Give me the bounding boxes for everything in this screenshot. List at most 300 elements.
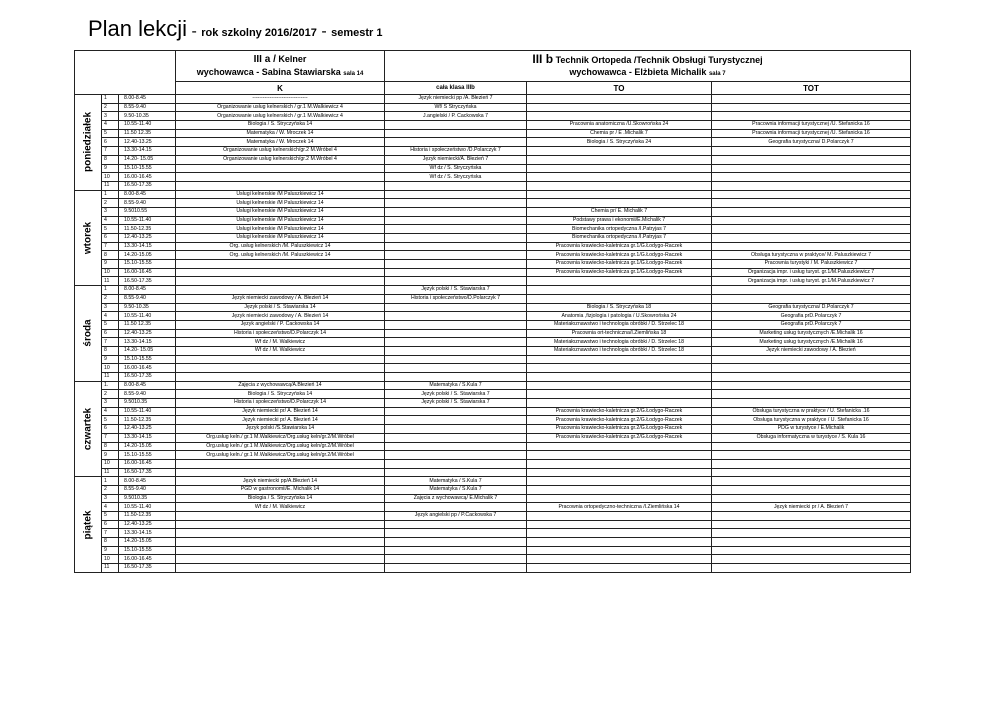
period-number: 9: [102, 164, 119, 173]
period-number: 2: [102, 485, 119, 494]
cell-whole-class: J.angielski / P. Cackowska 7: [385, 112, 527, 121]
cell-k: Język polski / S. Stawiarska 14: [176, 303, 385, 312]
period-time: 16.50-17.35: [119, 564, 176, 573]
cell-to: [527, 546, 712, 555]
cell-k: Język niemiecki pp/A.Błezień 14: [176, 477, 385, 486]
cell-tot: [712, 364, 911, 373]
cell-to: [527, 277, 712, 286]
cell-to: [527, 173, 712, 182]
period-number: 9: [102, 260, 119, 269]
cell-to: [527, 477, 712, 486]
lesson-row: [75, 242, 911, 251]
corner-cell: [75, 51, 176, 95]
cell-to: Pracownia krawiecko-kaletnicza gr.2/G.Łodygo-Raczek: [527, 433, 712, 442]
period-number: 11: [102, 181, 119, 190]
period-number: 8: [102, 442, 119, 451]
period-time: 8.00-8.45: [119, 477, 176, 486]
cell-k: Biologia / S. Stryczyńska 14: [176, 121, 385, 130]
cell-k: Historia i społeczeństwo/D.Polarczyk 14: [176, 329, 385, 338]
cell-to: [527, 294, 712, 303]
cell-k: Matematyka / W. Mroczek 14: [176, 129, 385, 138]
cell-tot: [712, 147, 911, 156]
lesson-row: [75, 260, 911, 269]
day-label: [75, 381, 102, 477]
cell-whole-class: [385, 199, 527, 208]
cell-tot: [712, 555, 911, 564]
cell-tot: Marketing usług turystycznych /E.Michalik 16: [712, 329, 911, 338]
cell-k: Język niemiecki pr/ A. Błezień 14: [176, 416, 385, 425]
cell-whole-class: Język niemiecki/A. Błezień 7: [385, 155, 527, 164]
period-time: 15.10-15.55: [119, 260, 176, 269]
period-number: 3: [102, 399, 119, 408]
period-number: 6: [102, 329, 119, 338]
cell-tot: [712, 529, 911, 538]
cell-k: [176, 355, 385, 364]
cell-tot: [712, 225, 911, 234]
lesson-row: [75, 216, 911, 225]
period-time: 16.50-17.35: [119, 373, 176, 382]
period-number: 9: [102, 355, 119, 364]
cell-whole-class: [385, 451, 527, 460]
lesson-row: [75, 251, 911, 260]
cell-k: PGD w gastronomii/E. Michalik 14: [176, 485, 385, 494]
lesson-row: [75, 268, 911, 277]
period-time: 13.30-14.15: [119, 529, 176, 538]
lesson-row: [75, 303, 911, 312]
cell-k: Organizowanie usług kelnerskich/gr.2 M.Wróbel 4: [176, 147, 385, 156]
period-time: 12.40-13.25: [119, 138, 176, 147]
period-number: 5: [102, 129, 119, 138]
period-time: 11.50-12.35: [119, 225, 176, 234]
cell-to: [527, 494, 712, 503]
title-separator: -: [321, 23, 327, 40]
cell-tot: [712, 459, 911, 468]
cell-to: Pracownia krawiecko-kaletnicza gr.2/G.Łodygo-Raczek: [527, 407, 712, 416]
cell-tot: [712, 564, 911, 573]
cell-whole-class: Historia i społeczeństwo/D.Polarczyk 7: [385, 294, 527, 303]
cell-tot: Geografia turystyczna/ D.Polarczyk 7: [712, 138, 911, 147]
period-time: 13.30-14.15: [119, 433, 176, 442]
lesson-row: [75, 95, 911, 104]
page-title: [88, 16, 382, 42]
period-time: 11.50-12.35: [119, 416, 176, 425]
cell-to: [527, 381, 712, 390]
cell-k: Język niemiecki zawodowy / A. Błezień 14: [176, 312, 385, 321]
period-number: 7: [102, 242, 119, 251]
cell-to: [527, 373, 712, 382]
cell-k: [176, 277, 385, 286]
cell-tot: Pracownia informacji turystycznej /U. Stefanicka 16: [712, 129, 911, 138]
cell-tot: [712, 207, 911, 216]
cell-whole-class: [385, 538, 527, 547]
cell-tot: [712, 399, 911, 408]
cell-tot: [712, 390, 911, 399]
day-label: [75, 95, 102, 191]
cell-to: Chemia pr/ E. Michalik 7: [527, 207, 712, 216]
period-number: 11: [102, 373, 119, 382]
cell-tot: [712, 485, 911, 494]
cell-k: Język polski /S.Stawiarska 14: [176, 425, 385, 434]
period-time: 9.50-10.35: [119, 303, 176, 312]
period-time: 8.00-8.45: [119, 95, 176, 104]
period-number: 10: [102, 555, 119, 564]
cell-k: [176, 538, 385, 547]
period-number: 7: [102, 529, 119, 538]
cell-tot: [712, 538, 911, 547]
day-name: wtorek: [82, 221, 94, 254]
cell-to: Pracownia krawiecko-kaletnicza gr.1/G.Łodygo-Raczek: [527, 242, 712, 251]
cell-whole-class: [385, 268, 527, 277]
cell-whole-class: [385, 242, 527, 251]
cell-to: [527, 147, 712, 156]
cell-to: Pracownia krawiecko-kaletnicza gr.2/G.Łodygo-Raczek: [527, 425, 712, 434]
cell-to: Materiałoznawstwo i technologia obróbki / D. Strzelec 18: [527, 338, 712, 347]
cell-k: Usługi kelnerskie /M Paluszkiewicz 14: [176, 216, 385, 225]
lesson-row: [75, 390, 911, 399]
period-time: 15.10-15.55: [119, 164, 176, 173]
cell-whole-class: [385, 355, 527, 364]
cell-to: Materiałoznawstwo i technologia obróbki / D. Strzelec 18: [527, 346, 712, 355]
period-time: 10.55-11.40: [119, 312, 176, 321]
period-time: 14.20- 15.05: [119, 155, 176, 164]
class-b-header: [385, 51, 911, 82]
cell-k: [176, 468, 385, 477]
cell-whole-class: [385, 216, 527, 225]
cell-tot: [712, 520, 911, 529]
cell-to: [527, 459, 712, 468]
cell-tot: [712, 190, 911, 199]
title-semester: semestr 1: [331, 27, 383, 39]
period-time: 8.55-9.40: [119, 294, 176, 303]
cell-tot: Geografia prD.Polarczyk 7: [712, 320, 911, 329]
period-time: 11.50 12.35: [119, 320, 176, 329]
cell-to: [527, 468, 712, 477]
title-year: rok szkolny 2016/2017: [201, 27, 317, 39]
lesson-row: [75, 286, 911, 295]
cell-to: [527, 112, 712, 121]
cell-k: Org.usług keln./ gr.1 M.Walkiewicz/Org.usług keln/gr.2/M.Wróbel: [176, 433, 385, 442]
period-number: 6: [102, 234, 119, 243]
cell-whole-class: [385, 121, 527, 130]
cell-to: Biologia / S. Stryczyńska 24: [527, 138, 712, 147]
period-time: 15.10-15.55: [119, 546, 176, 555]
period-number: 8: [102, 155, 119, 164]
cell-whole-class: [385, 364, 527, 373]
cell-whole-class: [385, 260, 527, 269]
period-time: 16.00-16.45: [119, 268, 176, 277]
period-number: 5: [102, 320, 119, 329]
lesson-row: [75, 190, 911, 199]
cell-tot: Pracownia turystyki / M. Paluszkiewicz 7: [712, 260, 911, 269]
cell-whole-class: [385, 329, 527, 338]
period-number: 8: [102, 346, 119, 355]
period-number: 7: [102, 433, 119, 442]
cell-to: [527, 190, 712, 199]
period-time: 16.50-17.35: [119, 181, 176, 190]
cell-tot: Język niemiecki zawodowy / A. Błezień: [712, 346, 911, 355]
cell-to: Pracownia krawiecko-kaletnicza gr.1/G.Łodygo-Raczek: [527, 251, 712, 260]
cell-tot: [712, 164, 911, 173]
cell-to: Pracownia krawiecko-kaletnicza gr.1/G.Łodygo-Raczek: [527, 260, 712, 269]
period-time: 13.30-14.15: [119, 242, 176, 251]
cell-to: [527, 529, 712, 538]
cell-to: Biomechanika ortopedyczna /I.Patryjas 7: [527, 225, 712, 234]
cell-tot: [712, 373, 911, 382]
lesson-row: [75, 373, 911, 382]
cell-whole-class: [385, 181, 527, 190]
cell-to: [527, 564, 712, 573]
cell-tot: Język niemiecki pr / A. Błezień 7: [712, 503, 911, 512]
period-time: 11.50 12.35: [119, 129, 176, 138]
cell-k: [176, 520, 385, 529]
period-time: 12.40-13.25: [119, 425, 176, 434]
cell-tot: [712, 512, 911, 521]
period-number: 6: [102, 425, 119, 434]
period-number: 9: [102, 546, 119, 555]
period-time: 9.50-10.35: [119, 112, 176, 121]
class-b-tutor: wychowawca - Elżbieta Michalik: [569, 66, 707, 77]
lesson-row: [75, 199, 911, 208]
period-number: 2: [102, 294, 119, 303]
cell-k: Usługi kelnerskie /M Paluszkiewicz 14: [176, 225, 385, 234]
period-number: 1: [102, 477, 119, 486]
cell-k: Organizowanie usług kelnerskich / gr.1 M.Walkiewicz 4: [176, 112, 385, 121]
day-name: środa: [82, 319, 94, 348]
cell-tot: [712, 355, 911, 364]
day-label: [75, 477, 102, 573]
period-time: 12.40-13.25: [119, 329, 176, 338]
period-time: 10.55-11.40: [119, 121, 176, 130]
lesson-row: [75, 355, 911, 364]
cell-k: Wf dz / M. Walkiewicz: [176, 346, 385, 355]
cell-tot: [712, 173, 911, 182]
cell-whole-class: Język polski / S. Stawiarska 7: [385, 390, 527, 399]
cell-whole-class: [385, 190, 527, 199]
lesson-row: [75, 129, 911, 138]
column-header-whole-class: cała klasa IIIb: [385, 82, 527, 95]
period-number: 1: [102, 190, 119, 199]
lesson-row: [75, 312, 911, 321]
cell-whole-class: [385, 546, 527, 555]
cell-whole-class: [385, 251, 527, 260]
lesson-row: [75, 468, 911, 477]
class-b-name: III b: [532, 51, 554, 66]
lesson-row: [75, 485, 911, 494]
period-time: 16.00-16.45: [119, 364, 176, 373]
period-number: 11: [102, 277, 119, 286]
cell-k: [176, 173, 385, 182]
cell-k: --------------------------------: [176, 95, 385, 104]
cell-to: Pracownia ort-techniczna/I.Ziemlińska 18: [527, 329, 712, 338]
cell-whole-class: [385, 416, 527, 425]
cell-to: [527, 512, 712, 521]
cell-to: [527, 538, 712, 547]
period-time: 14.20- 15.05: [119, 346, 176, 355]
cell-k: Historia i społeczeństwo/D.Polarczyk 14: [176, 399, 385, 408]
cell-k: Usługi kelnerskie /M Paluszkiewicz 14: [176, 207, 385, 216]
cell-k: [176, 181, 385, 190]
cell-whole-class: [385, 503, 527, 512]
lesson-row: [75, 451, 911, 460]
cell-tot: [712, 286, 911, 295]
cell-whole-class: [385, 520, 527, 529]
cell-k: Organizowanie usług kelnerskich / gr.1 M.Walkiewicz 4: [176, 103, 385, 112]
lesson-row: [75, 555, 911, 564]
cell-whole-class: [385, 529, 527, 538]
cell-k: [176, 268, 385, 277]
period-time: 9.5010.55: [119, 207, 176, 216]
period-number: 10: [102, 459, 119, 468]
cell-whole-class: Matematyka / S.Kula 7: [385, 381, 527, 390]
class-b-profile: Technik Ortopeda /Technik Obsługi Turystycznej: [555, 54, 763, 65]
cell-k: [176, 555, 385, 564]
cell-whole-class: Język niemiecki pp /A. Błezień 7: [385, 95, 527, 104]
cell-to: [527, 199, 712, 208]
day-name: poniedziałek: [82, 112, 94, 173]
cell-to: Chemia pr / E .Michalik 7: [527, 129, 712, 138]
cell-tot: [712, 95, 911, 104]
lesson-row: [75, 477, 911, 486]
cell-whole-class: [385, 468, 527, 477]
period-number: 3: [102, 494, 119, 503]
lesson-row: [75, 121, 911, 130]
cell-to: Pracownia ortopedyczno-techniczna /I.Ziemlińska 14: [527, 503, 712, 512]
period-number: 5: [102, 416, 119, 425]
title-main: Plan lekcji: [88, 16, 188, 41]
cell-tot: [712, 381, 911, 390]
lesson-row: [75, 164, 911, 173]
period-time: 9.5010.35: [119, 494, 176, 503]
cell-k: [176, 459, 385, 468]
cell-tot: Organizacja impr. i usług turyst. gr.1/M.Paluszkiewicz 7: [712, 268, 911, 277]
cell-to: [527, 520, 712, 529]
cell-tot: [712, 216, 911, 225]
cell-tot: Obsługa turystyczna w praktyce/ M. Paluszkiewicz 7: [712, 251, 911, 260]
period-time: 13.30-14.15: [119, 338, 176, 347]
lesson-row: [75, 416, 911, 425]
period-time: 16.50-17.35: [119, 468, 176, 477]
lesson-row: [75, 329, 911, 338]
day-label: [75, 190, 102, 286]
period-number: 2: [102, 390, 119, 399]
lesson-row: [75, 494, 911, 503]
lesson-row: [75, 433, 911, 442]
period-time: 8.00-8.45: [119, 381, 176, 390]
period-number: 8: [102, 251, 119, 260]
cell-k: [176, 286, 385, 295]
cell-whole-class: [385, 129, 527, 138]
period-time: 8.55-9.40: [119, 485, 176, 494]
cell-to: [527, 399, 712, 408]
cell-whole-class: Język polski / S. Stawiarska 7: [385, 286, 527, 295]
period-time: 8.55-9.40: [119, 199, 176, 208]
cell-to: Anatomia ,fizjologia i patologia / U.Skowrońska 24: [527, 312, 712, 321]
cell-to: Pracownia anatomiczna /U.Skowrońska 24: [527, 121, 712, 130]
cell-whole-class: Język polski / S. Stawiarska 7: [385, 399, 527, 408]
cell-whole-class: [385, 207, 527, 216]
cell-tot: Pracownia informacji turystycznej /U. Stefanicka 16: [712, 121, 911, 130]
lesson-row: [75, 407, 911, 416]
cell-whole-class: Wf dz / S. Stryczyńska: [385, 173, 527, 182]
cell-whole-class: [385, 303, 527, 312]
cell-tot: [712, 442, 911, 451]
period-time: 10.55-11.40: [119, 407, 176, 416]
period-time: 14.20-15.05: [119, 442, 176, 451]
lesson-row: [75, 442, 911, 451]
lesson-row: [75, 112, 911, 121]
cell-tot: [712, 103, 911, 112]
cell-whole-class: [385, 338, 527, 347]
period-time: 13.30-14.15: [119, 147, 176, 156]
cell-k: Biologia / S. Stryczyńska 14: [176, 494, 385, 503]
cell-tot: [712, 112, 911, 121]
period-number: 11: [102, 564, 119, 573]
cell-tot: [712, 477, 911, 486]
cell-to: [527, 390, 712, 399]
cell-whole-class: [385, 425, 527, 434]
cell-tot: [712, 546, 911, 555]
period-number: 4: [102, 121, 119, 130]
cell-tot: Obsługa turystyczna w praktyce / U. Stefanicka 16: [712, 416, 911, 425]
cell-to: [527, 355, 712, 364]
period-time: 8.00-8.45: [119, 190, 176, 199]
period-number: 6: [102, 520, 119, 529]
period-time: 8.00-8.45: [119, 286, 176, 295]
lesson-row: [75, 538, 911, 547]
lesson-row: [75, 181, 911, 190]
cell-whole-class: [385, 277, 527, 286]
lesson-row: [75, 155, 911, 164]
cell-tot: Obsługa turystyczna w praktyce / U. Stefanicka .16: [712, 407, 911, 416]
cell-to: Biologia / S. Stryczyńska 18: [527, 303, 712, 312]
cell-tot: [712, 242, 911, 251]
class-a-profile: Kelner: [278, 53, 307, 64]
class-a-name: III a /: [253, 53, 276, 65]
period-number: 3: [102, 112, 119, 121]
lesson-row: [75, 399, 911, 408]
cell-to: [527, 95, 712, 104]
cell-k: Usługi kelnerskie /M Paluszkiewicz 14: [176, 190, 385, 199]
period-time: 11.50-12.35: [119, 512, 176, 521]
class-a-tutor: wychowawca - Sabina Stawiarska: [196, 66, 341, 77]
class-a-room: sala 14: [343, 70, 364, 77]
cell-k: Usługi kelnerskie /M Paluszkiewicz 14: [176, 234, 385, 243]
cell-k: Zajęcia z wychowawcą/A.Błezień 14: [176, 381, 385, 390]
cell-k: [176, 546, 385, 555]
cell-k: Organizowanie usług kelnerskich/gr.2 M.Wróbel 4: [176, 155, 385, 164]
cell-to: [527, 286, 712, 295]
period-number: 11: [102, 468, 119, 477]
cell-whole-class: [385, 564, 527, 573]
cell-whole-class: Historia i społeczeństwo /D.Polarczyk 7: [385, 147, 527, 156]
period-number: 5: [102, 225, 119, 234]
cell-whole-class: Zajęcia z wychowawcą/ E.Michalik 7: [385, 494, 527, 503]
cell-k: [176, 260, 385, 269]
lesson-row: [75, 207, 911, 216]
period-time: 8.55-9.40: [119, 390, 176, 399]
cell-tot: [712, 294, 911, 303]
cell-k: Biologia / S. Stryczyńska 14: [176, 390, 385, 399]
cell-whole-class: [385, 312, 527, 321]
cell-tot: Geografia prD.Polarczyk 7: [712, 312, 911, 321]
cell-tot: [712, 468, 911, 477]
period-number: 1.: [102, 381, 119, 390]
period-time: 12.40-13.25: [119, 234, 176, 243]
cell-whole-class: [385, 555, 527, 564]
cell-tot: [712, 155, 911, 164]
cell-to: [527, 451, 712, 460]
cell-whole-class: [385, 346, 527, 355]
